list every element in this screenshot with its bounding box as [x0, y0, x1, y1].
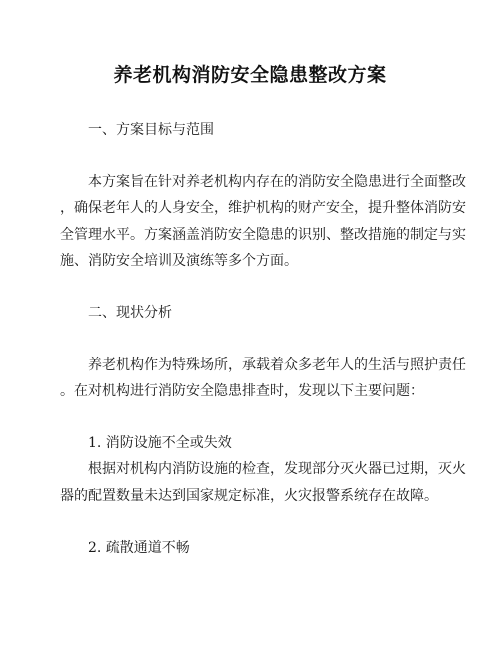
item-1-para-line-1: 根据对机构内消防设施的检查，发现部分灭火器已过期，灭火 [88, 461, 466, 477]
item-1-para-line-2: 器的配置数量未达到国家规定标准，火灾报警系统存在故障。 [60, 488, 438, 504]
section-2-para-line-2: 。在对机构进行消防安全隐患排查时，发现以下主要问题： [60, 383, 424, 399]
section-2-para-line-1: 养老机构作为特殊场所，承载着众多老年人的生活与照护责任 [88, 357, 466, 373]
document-title: 养老机构消防安全隐患整改方案 [113, 64, 387, 86]
section-1-para-line-3: 全管理水平。方案涵盖消防安全隐患的识别、整改措施的制定与实 [60, 227, 466, 243]
item-2-heading: 2. 疏散通道不畅 [88, 540, 190, 556]
item-1-heading: 1. 消防设施不全或失效 [88, 435, 232, 451]
section-1-para-line-2: ，确保老年人的人身安全，维护机构的财产安全，提升整体消防安 [60, 200, 466, 216]
section-1-para-line-1: 本方案旨在针对养老机构内存在的消防安全隐患进行全面整改 [88, 174, 466, 190]
section-2-heading: 二、现状分析 [88, 305, 172, 321]
section-1-heading: 一、方案目标与范围 [88, 122, 214, 138]
section-1-para-line-4: 施、消防安全培训及演练等多个方面。 [60, 253, 298, 269]
